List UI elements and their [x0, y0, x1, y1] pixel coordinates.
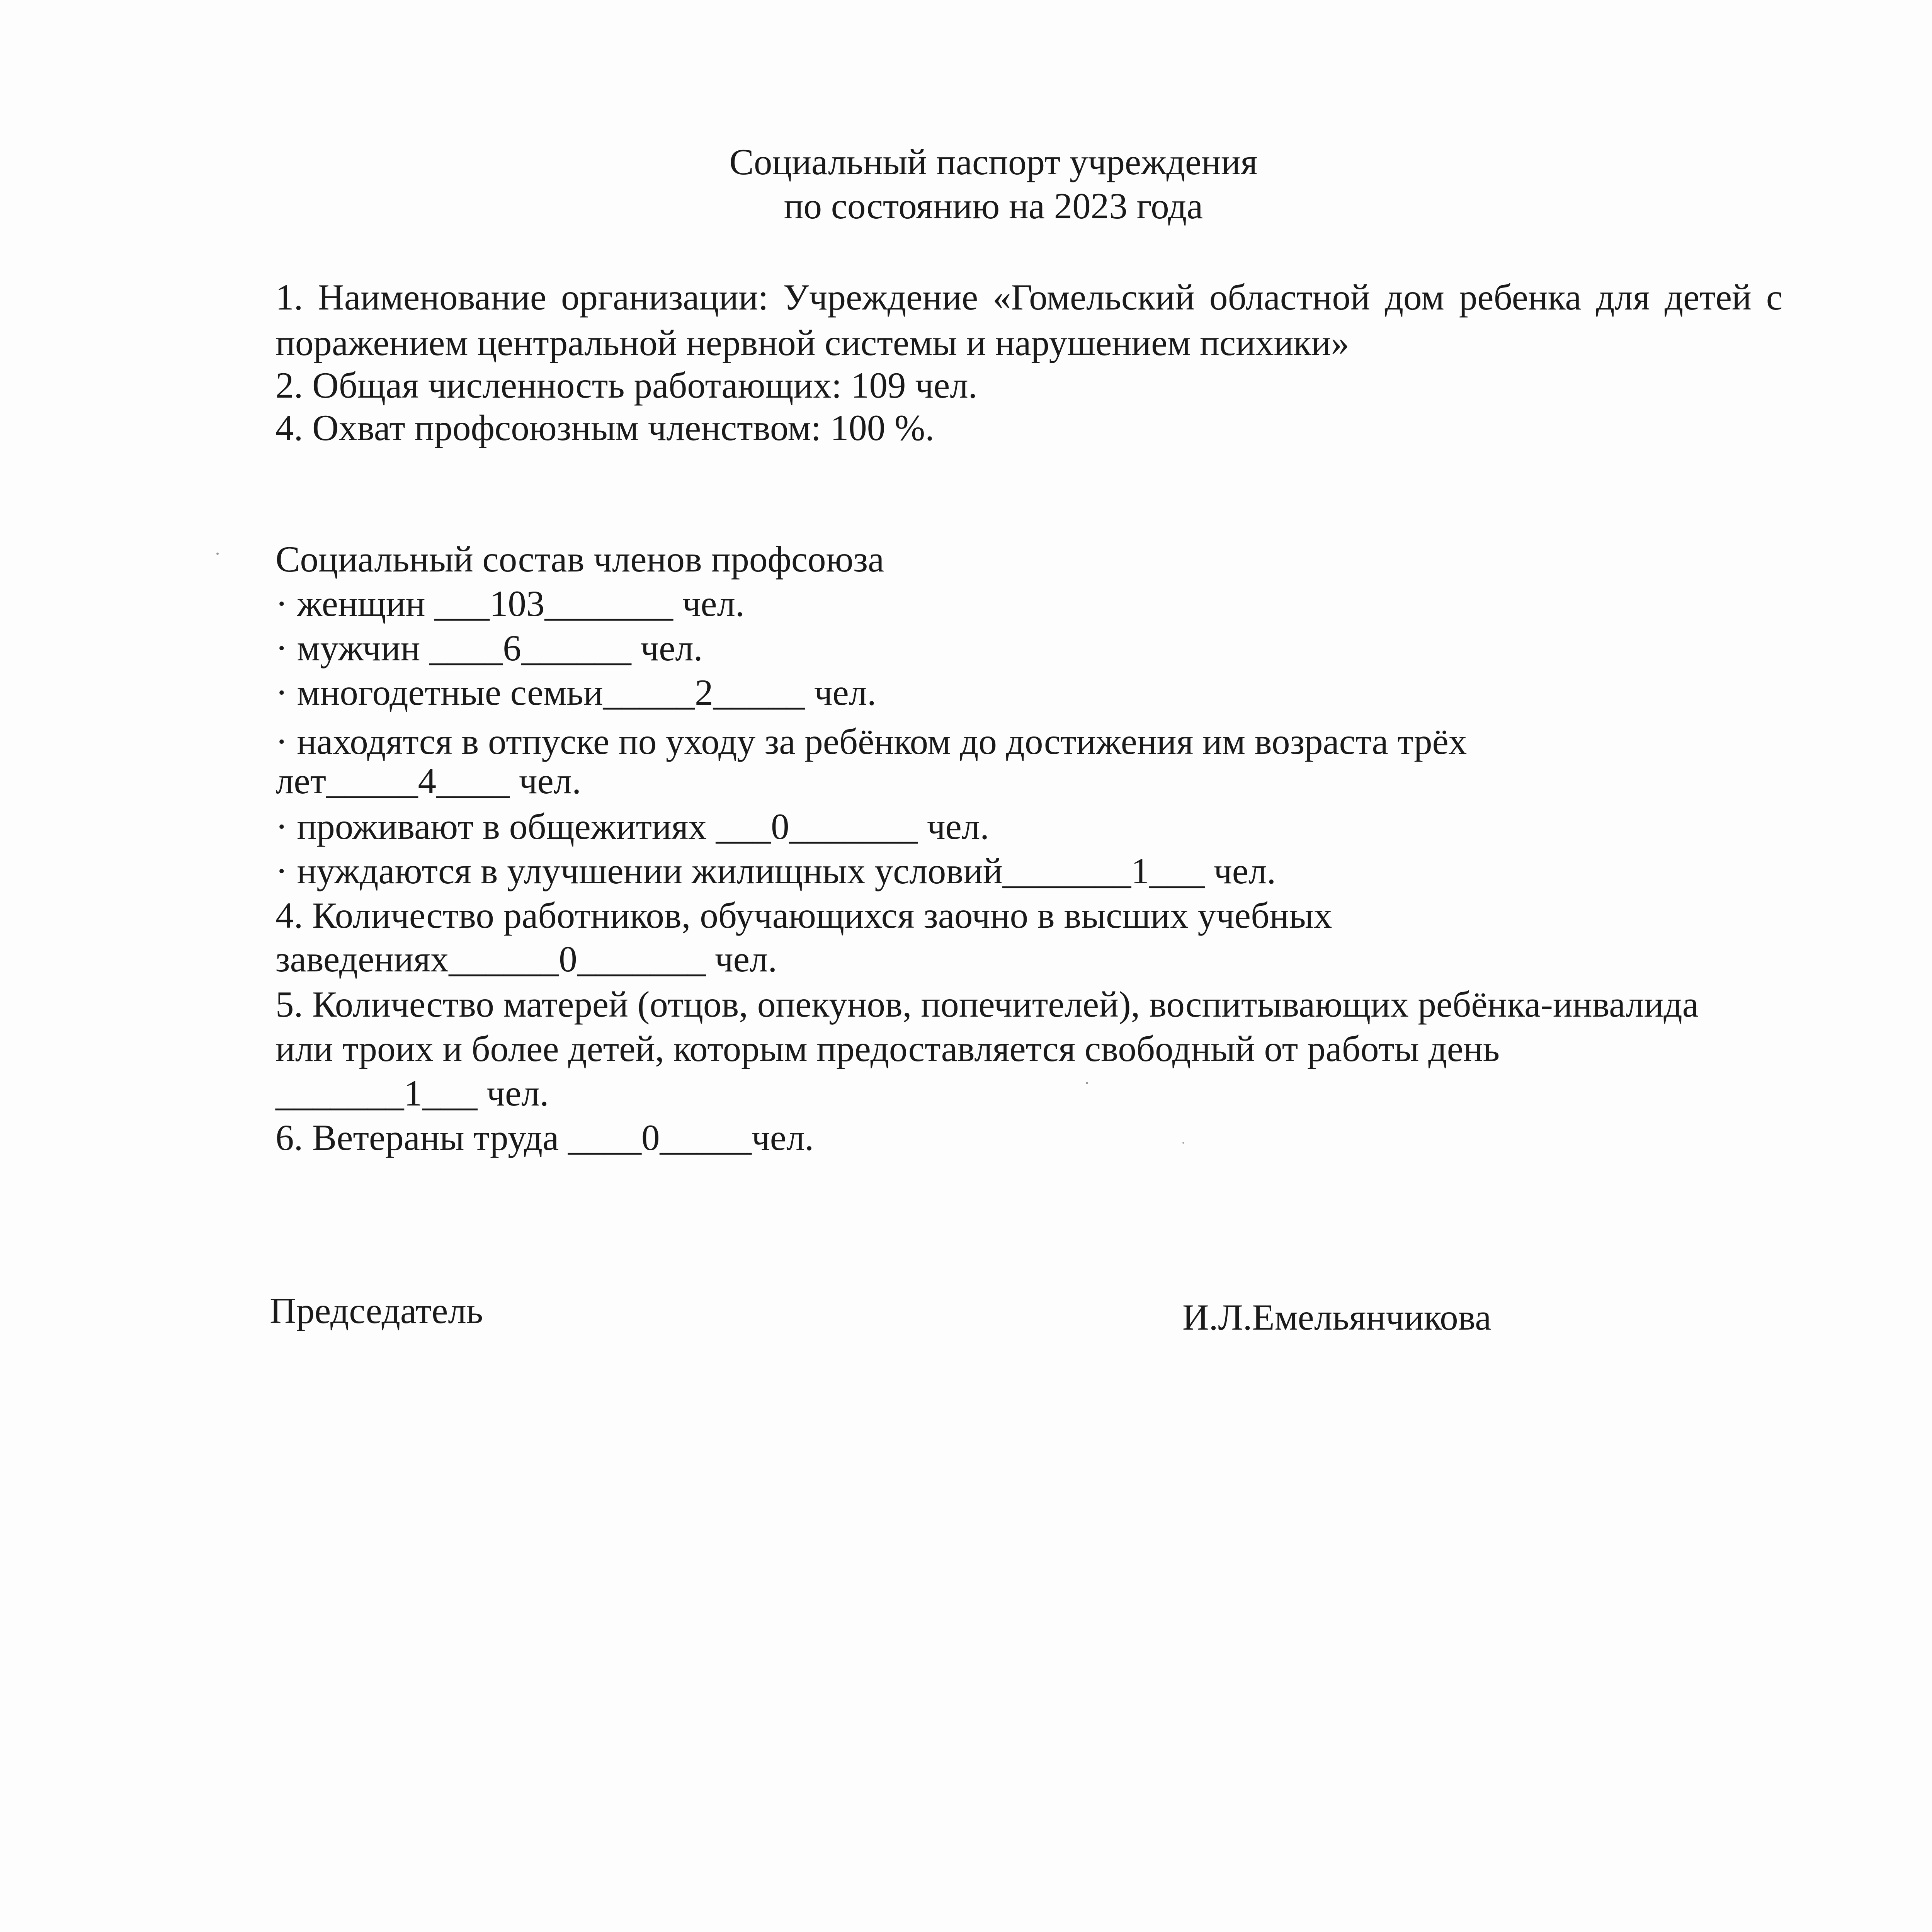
organization-name-item: 1. Наименование организации: Учреждение «Гомельский областной дом ребенка для детей с поражением центральной нервной системы и нарушением психики»: [276, 277, 1782, 363]
parental-leave-line-2: лет_____4____ чел.: [276, 760, 581, 801]
mothers-line-2: или троих и более детей, которым предоставляется свободный от работы день: [276, 1028, 1500, 1069]
title-line-2: по состоянию на 2023 года: [784, 185, 1203, 226]
signature-role: Председатель: [270, 1290, 483, 1331]
mothers-line-1: 5. Количество матерей (отцов, опекунов, попечителей), воспитывающих ребёнка-инвалида: [276, 984, 1699, 1025]
signature-name: И.Л.Емельянчикова: [1182, 1297, 1492, 1338]
union-coverage-item: 4. Охват профсоюзным членством: 100 %.: [276, 407, 934, 448]
title-line-1: Социальный паспорт учреждения: [729, 141, 1258, 182]
social-composition-heading: Социальный состав членов профсоюза: [276, 539, 884, 580]
scan-speck: [1182, 1142, 1184, 1144]
employee-count-item: 2. Общая численность работающих: 109 чел.: [276, 365, 978, 406]
men-count-line: · мужчин ____6______ чел.: [276, 628, 703, 668]
students-line-1: 4. Количество работников, обучающихся заочно в высших учебных: [276, 895, 1332, 936]
veterans-line: 6. Ветераны труда ____0_____чел.: [276, 1117, 814, 1158]
large-families-line: · многодетные семьи_____2_____ чел.: [276, 672, 876, 713]
women-count-line: · женщин ___103_______ чел.: [276, 583, 745, 624]
scan-speck: [216, 553, 219, 555]
scan-speck: [1086, 1082, 1088, 1084]
dormitory-line: · проживают в общежитиях ___0_______ чел.: [276, 806, 989, 847]
students-line-2: заведениях______0_______ чел.: [276, 939, 777, 980]
housing-needs-line: · нуждаются в улучшении жилищных условий_______1___ чел.: [276, 850, 1276, 891]
parental-leave-line-1: · находятся в отпуске по уходу за ребёнком до достижения им возраста трёх: [276, 721, 1467, 762]
document-title: [0, 140, 1932, 228]
mothers-line-3: _______1___ чел.: [276, 1073, 549, 1114]
